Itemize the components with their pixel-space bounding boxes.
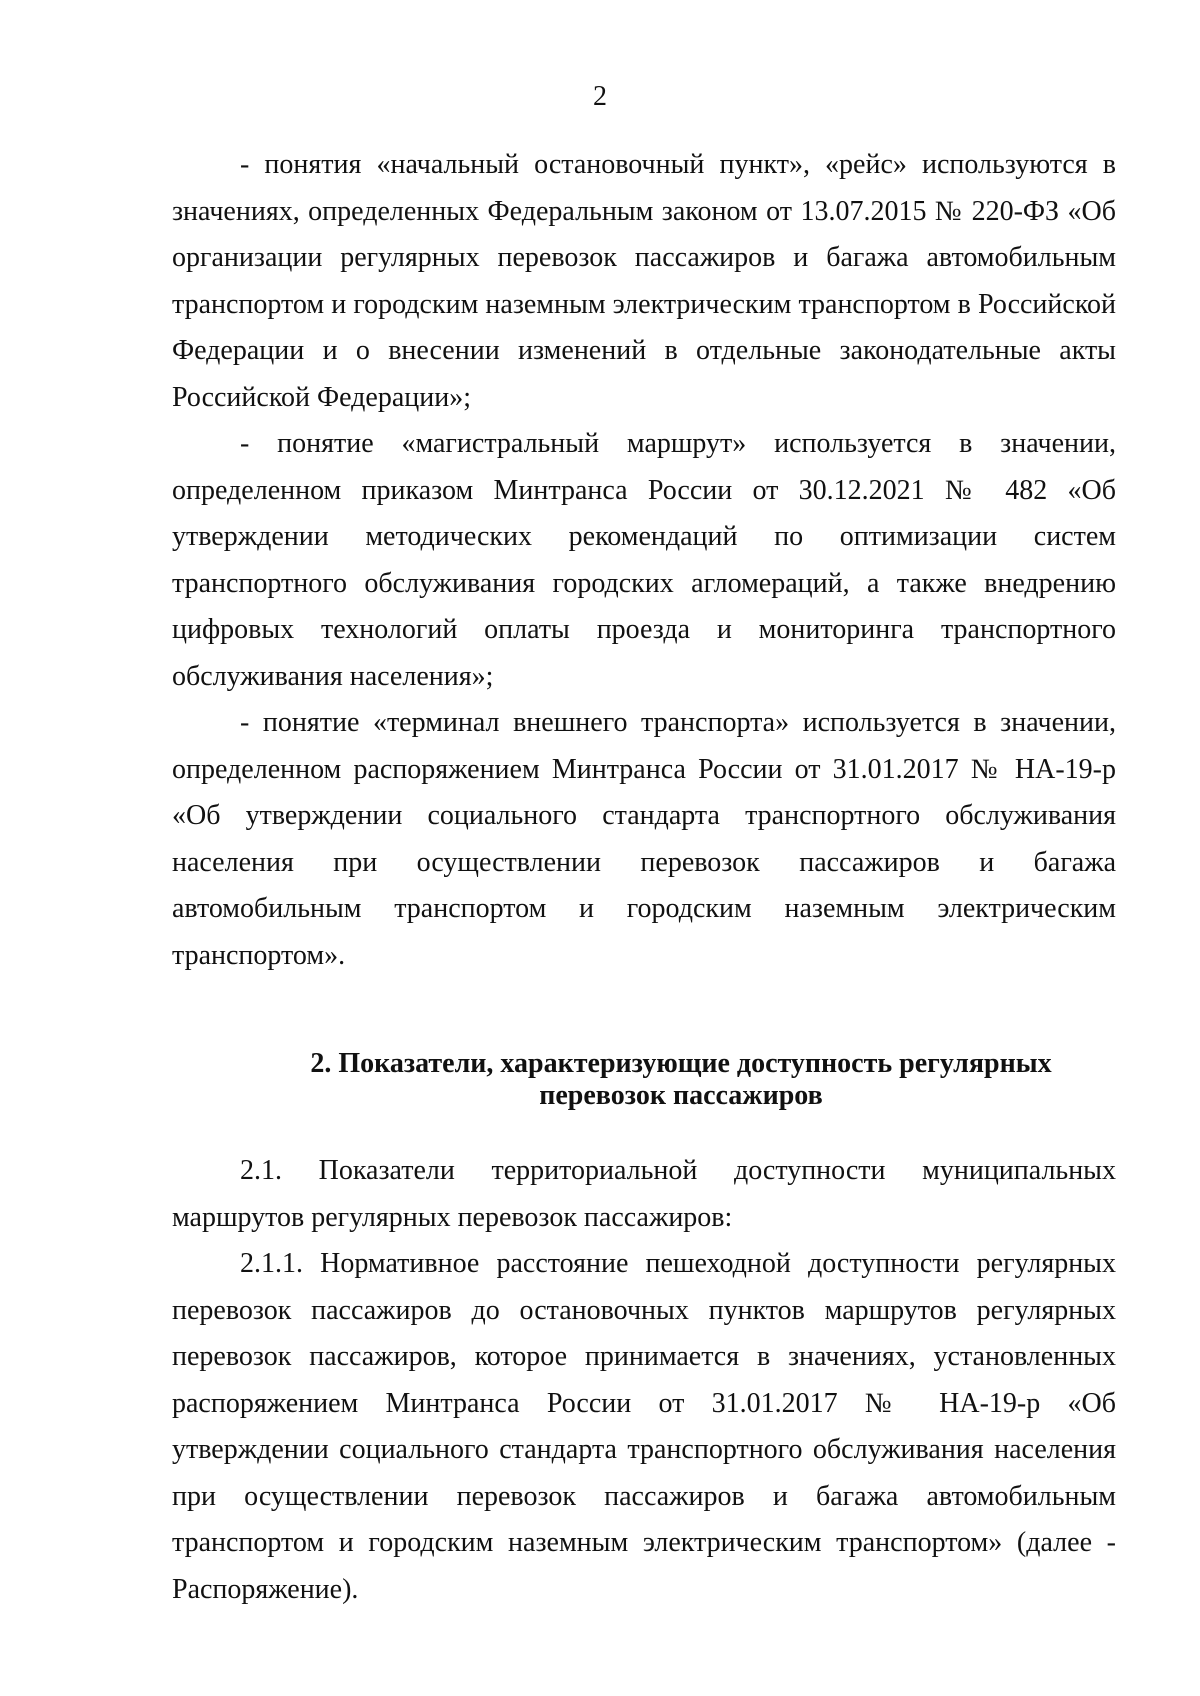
paragraph-definitions-start-point: - понятия «начальный остановочный пункт», «рейс» используются в значениях, определенных Федеральным законом от 13.07.2015 № 220-ФЗ «Об организации регулярных перевозок пассажиров и багажа автомобильным транспортом и городским наземным электрическим транспортом в Российской Федерации и о внесении изменений в отдельные законодательные акты Российской Федерации»; (172, 149, 1116, 413)
page-number: 2 (593, 81, 607, 112)
section-heading (172, 1048, 1116, 1112)
body-text-lower (172, 1148, 1116, 1613)
paragraph-definition-trunk-route: - понятие «магистральный маршрут» используется в значении, определенном приказом Минтранса России от 30.12.2021 № 482 «Об утверждении методических рекомендаций по оптимизации систем транспортного обслуживания городских агломераций, а также внедрению цифровых технологий оплаты проезда и мониторинга транспортного обслуживания населения»; (172, 428, 1116, 692)
section-heading-line1: 2. Показатели, характеризующие доступность регулярных (310, 1048, 1052, 1079)
body-text-upper (172, 142, 1116, 979)
paragraph-definition-external-terminal: - понятие «терминал внешнего транспорта» используется в значении, определенном распоряжением Минтранса России от 31.01.2017 № НА-19-р «Об утверждении социального стандарта транспортного обслуживания населения при осуществлении перевозок пассажиров и багажа автомобильным транспортом и городским наземным электрическим транспортом». (172, 707, 1116, 971)
paragraph-2-1-1: 2.1.1. Нормативное расстояние пешеходной доступности регулярных перевозок пассажиров до остановочных пунктов маршрутов регулярных перевозок пассажиров, которое принимается в значениях, установленных распоряжением Минтранса России от 31.01.2017 № НА-19-р «Об утверждении социального стандарта транспортного обслуживания населения при осуществлении перевозок пассажиров и багажа автомобильным транспортом и городским наземным электрическим транспортом» (далее - Распоряжение). (172, 1248, 1116, 1605)
section-heading-line2: перевозок пассажиров (539, 1080, 823, 1111)
paragraph-2-1: 2.1. Показатели территориальной доступности муниципальных маршрутов регулярных перевозок пассажиров: (172, 1155, 1116, 1233)
